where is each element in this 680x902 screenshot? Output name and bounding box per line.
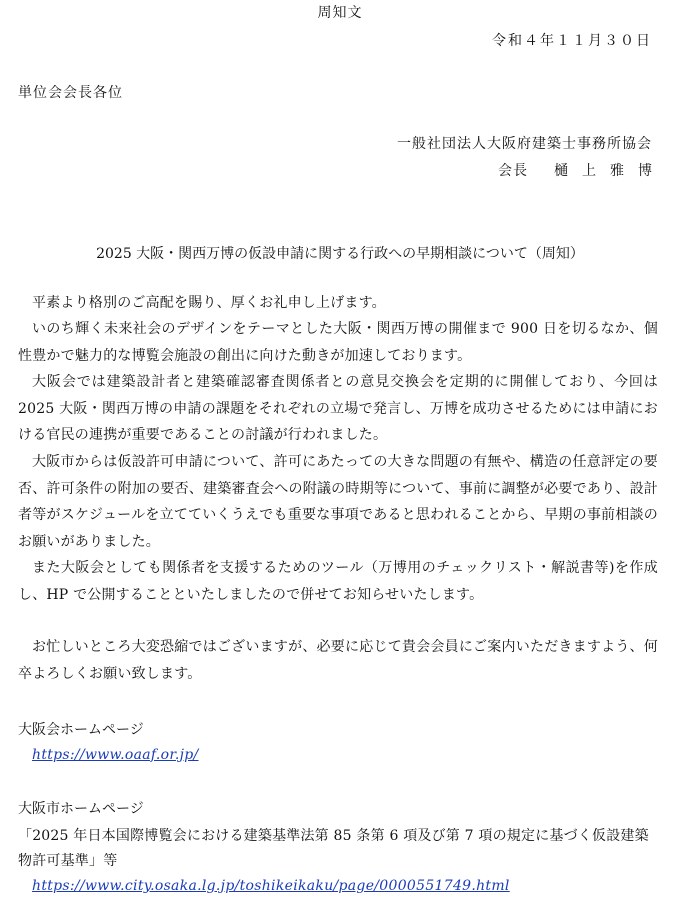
issue-date: 令和４年１１月３０日 <box>492 33 652 49</box>
sender-president <box>498 160 652 180</box>
osaka-city-homepage-label: 大阪市ホームページ <box>18 801 144 817</box>
body-paragraph-city-request: 大阪市からは仮設許可申請について、許可にあたっての大きな問題の有無や、構造の任意評定の要否、許可条件の附加の要否、建築審査会への附議の時期等について、事前に調整が必要であり、設計者等がスケジュールを立てていくうえでも重要な事項であると思われることから、早期の事前相談のお願いがありました。 <box>18 454 658 550</box>
osaka-assoc-homepage-label: 大阪会ホームページ <box>18 722 144 738</box>
body-paragraph-tools: また大阪会としても関係者を支援するためのツール（万博用のチェックリスト・解説書等)を作成し、HP で公開することといたしましたので併せてお知らせいたします。 <box>18 560 658 603</box>
body-paragraph-greeting: 平素より格別のご高配を賜り、厚くお礼申し上げます。 <box>32 295 386 311</box>
body-paragraph-closing: お忙しいところ大変恐縮ではございますが、必要に応じて貴会会員にご案内いただきますよう、何卒よろしくお願い致します。 <box>18 639 658 682</box>
osaka-city-homepage-link[interactable]: https://www.city.osaka.lg.jp/toshikeikaku/page/0000551749.html <box>32 878 510 894</box>
osaka-city-standard-title: 「2025 年日本国際博覧会における建築基準法第 85 条第 6 項及び第 7 項の規定に基づく仮設建築物許可基準」等 <box>18 828 649 869</box>
president-name: 樋上雅博 <box>554 163 652 179</box>
body-paragraph-meeting: 大阪会では建築設計者と建築確認審査関係者との意見交換会を定期的に開催しており、今回は 2025 大阪・関西万博の申請の課題をそれぞれの立場で発言し、万博を成功させるためには申請における官民の連携が重要であることの討議が行われました。 <box>18 374 658 443</box>
subject-heading: 2025 大阪・関西万博の仮設申請に関する行政への早期相談について（周知） <box>96 246 584 262</box>
addressee: 単位会会長各位 <box>18 85 123 101</box>
sender-organization: 一般社団法人大阪府建築士事務所協会 <box>397 136 652 152</box>
president-role: 会長 <box>498 163 528 179</box>
osaka-assoc-homepage-link[interactable]: https://www.oaaf.or.jp/ <box>32 747 199 763</box>
body-paragraph-expo: いのち輝く未来社会のデザインをテーマとした大阪・関西万博の開催まで 900 日を切るなか、個性豊かで魅力的な博覧会施設の創出に向けた動きが加速しております。 <box>18 321 658 364</box>
document-title: 周知文 <box>317 5 363 21</box>
